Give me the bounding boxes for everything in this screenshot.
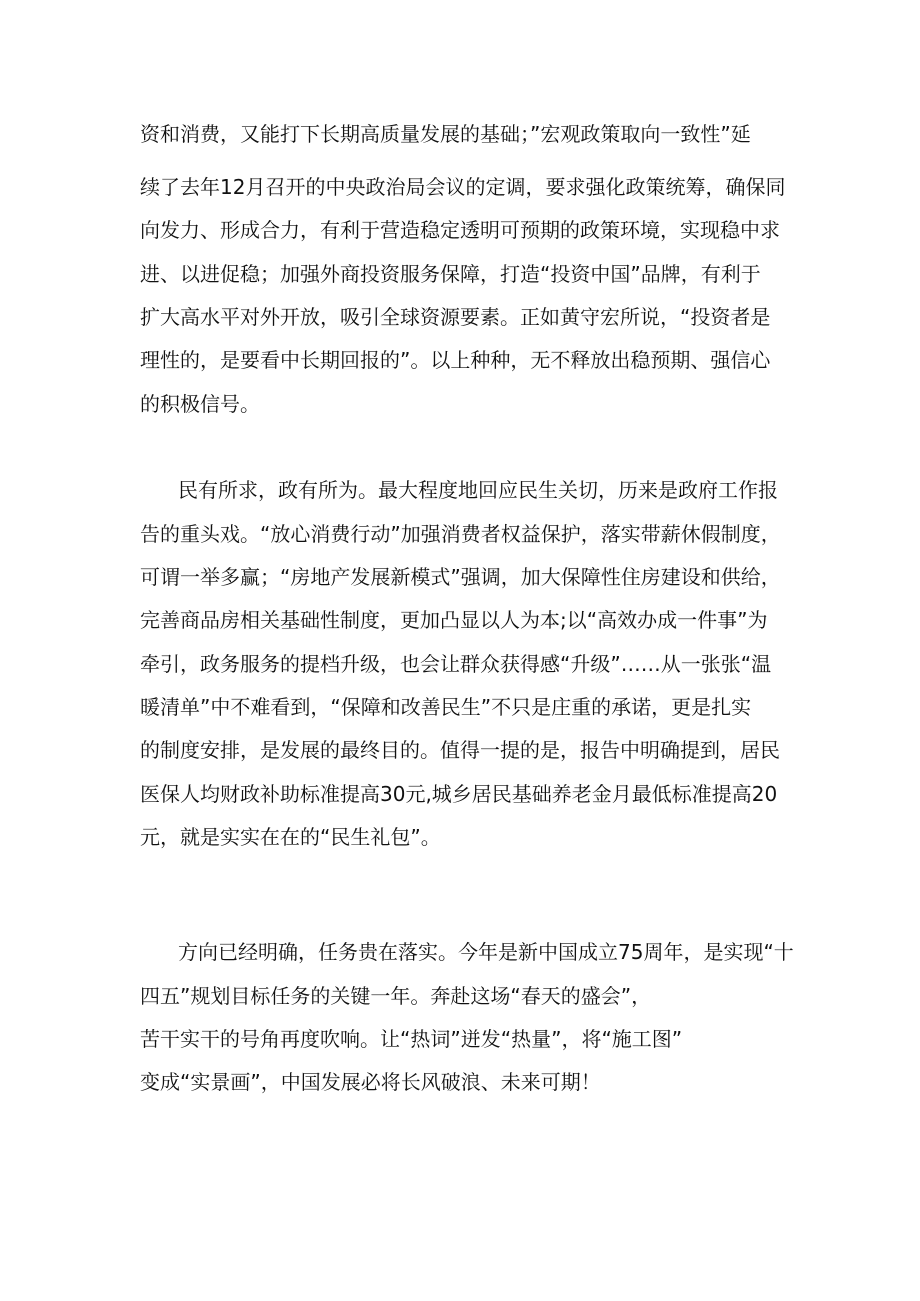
text-line: 告的重头戏。“放心消费行动”加强消费者权益保护，落实带薪休假制度， — [140, 522, 781, 546]
text-line: 可谓一举多赢；“房地产发展新模式”强调，加大保障性住房建设和供给， — [140, 565, 781, 589]
text-line: 医保人均财政补助标准提高30元,城乡居民基础养老金月最低标准提高20 — [140, 782, 778, 806]
text-line: 民有所求，政有所为。最大程度地回应民生关切，历来是政府工作报 — [178, 478, 778, 502]
text-line: 扩大高水平对外开放，吸引全球资源要素。正如黄守宏所说，“投资者是 — [140, 305, 771, 329]
text-line: 向发力、形成合力，有利于营造稳定透明可预期的政策环境，实现稳中求 — [140, 218, 780, 242]
text-line: 苦干实干的号角再度吹响。让“热词”迸发“热量”，将“施工图” — [140, 1027, 683, 1051]
text-line: 四五”规划目标任务的关键一年。奔赴这场“春天的盛会”， — [140, 984, 652, 1008]
text-line: 进、以进促稳；加强外商投资服务保障，打造“投资中国”品牌，有利于 — [140, 262, 761, 286]
text-line: 完善商品房相关基础性制度，更加凸显以人为本;以“高效办成一件事”为 — [140, 608, 768, 632]
text-line: 暖清单”中不难看到，“保障和改善民生”不只是庄重的承诺，更是扎实 — [140, 695, 752, 719]
text-line: 元，就是实实在在的“民生礼包”。 — [140, 825, 441, 849]
text-line: 资和消费，又能打下长期高质量发展的基础；”宏观政策取向一致性”延 — [140, 122, 751, 146]
text-line: 牵引，政务服务的提档升级，也会让群众获得感“升级”……从一张张“温 — [140, 652, 772, 676]
text-line: 续了去年12月召开的中央政治局会议的定调，要求强化政策统筹，确保同 — [140, 175, 786, 199]
text-line: 理性的，是要看中长期回报的”。以上种种，无不释放出稳预期、强信心 — [140, 348, 771, 372]
text-line: 变成“实景画”，中国发展必将长风破浪、未来可期！ — [140, 1070, 601, 1094]
text-line: 方向已经明确，任务贵在落实。今年是新中国成立75周年，是实现“十 — [178, 940, 794, 964]
text-line: 的制度安排，是发展的最终目的。值得一提的是，报告中明确提到，居民 — [140, 738, 780, 762]
text-line: 的积极信号。 — [140, 392, 260, 416]
